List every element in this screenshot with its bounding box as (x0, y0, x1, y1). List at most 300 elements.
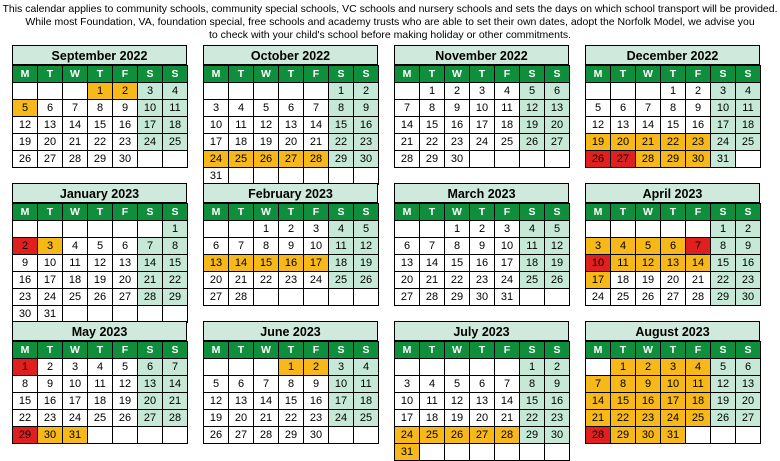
weekend-day: 3 (138, 83, 163, 100)
day-cell: 5 (204, 376, 229, 393)
day-cell: 19 (88, 272, 113, 289)
weekday-label: S (138, 342, 163, 359)
weekend-day: 30 (736, 289, 761, 306)
week-row (395, 100, 570, 117)
school-holiday-day: 3 (586, 238, 611, 255)
day-cell: 17 (204, 134, 229, 151)
day-cell: 2 (38, 359, 63, 376)
school-holiday-day: 22 (611, 410, 636, 427)
week-row (395, 151, 570, 168)
weekend-day: 12 (711, 376, 736, 393)
weekday-label: F (495, 204, 520, 221)
day-cell: 27 (661, 289, 686, 306)
month-title: January 2023 (12, 183, 187, 203)
weekend-day: 20 (736, 393, 761, 410)
month-calendar (12, 321, 187, 444)
day-cell: 27 (395, 289, 420, 306)
weekday-label: S (329, 66, 354, 83)
month-calendar (12, 183, 187, 323)
month-title: June 2023 (203, 321, 378, 341)
day-cell: 7 (420, 238, 445, 255)
weekend-day: 22 (163, 272, 188, 289)
weekday-label: S (711, 66, 736, 83)
month-calendar (394, 183, 569, 306)
day-cell: 6 (611, 100, 636, 117)
week-row (13, 83, 188, 100)
weekday-label: M (204, 66, 229, 83)
day-cell: 12 (13, 117, 38, 134)
week-row (204, 168, 379, 185)
empty-cell (204, 83, 229, 100)
weekend-day: 7 (163, 359, 188, 376)
day-cell: 8 (279, 376, 304, 393)
day-cell: 24 (304, 272, 329, 289)
day-cell: 5 (88, 238, 113, 255)
day-cell: 26 (113, 410, 138, 427)
day-cell: 25 (495, 134, 520, 151)
day-cell: 15 (279, 393, 304, 410)
weekend-day: 18 (354, 393, 379, 410)
week-row (204, 255, 379, 272)
day-cell: 7 (229, 238, 254, 255)
school-holiday-day: 18 (686, 393, 711, 410)
school-holiday-day: 15 (254, 255, 279, 272)
day-cell: 18 (229, 134, 254, 151)
day-cell: 4 (420, 376, 445, 393)
month-calendar (585, 183, 760, 306)
day-cell: 7 (63, 100, 88, 117)
weekday-header-row (204, 342, 379, 359)
weekend-day: 8 (520, 376, 545, 393)
weekend-day: 30 (354, 151, 379, 168)
weekend-day: 3 (329, 359, 354, 376)
weekend-day: 15 (329, 117, 354, 134)
weekend-day: 13 (736, 376, 761, 393)
weekend-day: 24 (138, 134, 163, 151)
day-cell: 30 (470, 289, 495, 306)
weekend-day: 14 (163, 376, 188, 393)
week-row (204, 238, 379, 255)
weekday-label: M (204, 204, 229, 221)
weekday-label: W (445, 342, 470, 359)
empty-cell (254, 289, 279, 306)
day-cell: 5 (586, 100, 611, 117)
empty-cell (395, 221, 420, 238)
weekend-day: 19 (354, 255, 379, 272)
empty-cell (138, 306, 163, 323)
month-calendar (585, 321, 760, 444)
week-row (204, 427, 379, 444)
day-cell: 2 (686, 83, 711, 100)
day-cell: 26 (636, 289, 661, 306)
day-cell: 21 (254, 410, 279, 427)
school-holiday-day: 25 (420, 427, 445, 444)
day-cell: 16 (13, 272, 38, 289)
weekend-day: 8 (329, 100, 354, 117)
bank-holiday-day: 7 (686, 238, 711, 255)
day-cell: 1 (420, 83, 445, 100)
day-cell: 22 (88, 134, 113, 151)
weekend-day: 18 (736, 117, 761, 134)
empty-cell (611, 221, 636, 238)
empty-cell (420, 444, 445, 461)
weekday-label: T (611, 204, 636, 221)
day-cell: 25 (63, 289, 88, 306)
day-cell: 9 (13, 255, 38, 272)
day-cell: 17 (63, 393, 88, 410)
weekday-label: S (163, 342, 188, 359)
weekday-label: F (686, 342, 711, 359)
weekday-label: T (420, 342, 445, 359)
day-cell: 21 (395, 134, 420, 151)
month-title: August 2023 (585, 321, 760, 341)
month-calendar (203, 45, 378, 185)
weekday-label: T (279, 66, 304, 83)
school-holiday-day: 5 (636, 238, 661, 255)
weekend-day: 2 (545, 359, 570, 376)
day-cell: 10 (304, 238, 329, 255)
day-cell: 11 (229, 117, 254, 134)
weekend-day: 9 (545, 376, 570, 393)
weekday-label: F (113, 66, 138, 83)
weekend-day: 17 (711, 117, 736, 134)
week-row (13, 393, 188, 410)
weekday-label: F (304, 204, 329, 221)
school-holiday-day: 2 (636, 359, 661, 376)
weekend-day: 4 (163, 83, 188, 100)
school-holiday-day: 31 (661, 427, 686, 444)
weekday-label: S (520, 66, 545, 83)
weekend-day: 20 (545, 117, 570, 134)
weekday-label: M (395, 204, 420, 221)
weekday-label: S (354, 66, 379, 83)
day-cell: 3 (495, 221, 520, 238)
day-cell: 18 (88, 393, 113, 410)
week-row (395, 221, 570, 238)
day-cell: 9 (686, 100, 711, 117)
empty-cell (354, 289, 379, 306)
weekend-day: 11 (736, 100, 761, 117)
day-cell: 29 (445, 289, 470, 306)
week-row (204, 393, 379, 410)
week-row (204, 376, 379, 393)
day-cell: 13 (38, 117, 63, 134)
empty-cell (113, 221, 138, 238)
bank-holiday-day: 10 (586, 255, 611, 272)
weekday-label: W (63, 66, 88, 83)
weekend-day: 26 (711, 410, 736, 427)
day-cell: 31 (495, 289, 520, 306)
empty-cell (520, 151, 545, 168)
week-row (204, 272, 379, 289)
empty-cell (686, 427, 711, 444)
weekday-header-row (204, 66, 379, 83)
weekend-day: 22 (520, 410, 545, 427)
weekday-label: M (204, 342, 229, 359)
month-title: July 2023 (394, 321, 569, 341)
day-cell: 22 (13, 410, 38, 427)
day-cell: 29 (279, 427, 304, 444)
day-cell: 9 (304, 376, 329, 393)
day-cell: 7 (636, 100, 661, 117)
week-row (395, 238, 570, 255)
empty-cell (636, 221, 661, 238)
school-holiday-day: 24 (204, 151, 229, 168)
intro-line-2: While most Foundation, VA, foundation special, free schools and academy trusts who are able to set their own dates, adopt the Norfolk Model, we advise you (25, 16, 755, 28)
empty-cell (329, 427, 354, 444)
school-holiday-day: 6 (661, 238, 686, 255)
weekday-label: M (13, 342, 38, 359)
weekend-day: 5 (545, 221, 570, 238)
weekday-header-row (13, 204, 188, 221)
school-holiday-day: 11 (611, 255, 636, 272)
weekend-day: 22 (329, 134, 354, 151)
month-title: November 2022 (394, 45, 569, 65)
empty-cell (395, 83, 420, 100)
weekend-day: 25 (329, 272, 354, 289)
weekend-day: 4 (736, 83, 761, 100)
day-cell: 8 (88, 100, 113, 117)
weekday-header-row (586, 66, 761, 83)
empty-cell (495, 444, 520, 461)
empty-cell (63, 83, 88, 100)
weekend-day: 18 (520, 255, 545, 272)
day-cell: 23 (38, 410, 63, 427)
weekday-header-row (395, 204, 570, 221)
weekday-label: S (545, 342, 570, 359)
empty-cell (611, 83, 636, 100)
week-row (395, 134, 570, 151)
day-cell: 16 (470, 255, 495, 272)
week-row (395, 376, 570, 393)
intro-line-3: to check with your child's school before making holiday or other commitments. (208, 29, 572, 41)
weekday-label: W (63, 204, 88, 221)
day-cell: 16 (38, 393, 63, 410)
weekend-day: 26 (354, 272, 379, 289)
school-holiday-day: 28 (304, 151, 329, 168)
day-cell: 8 (445, 238, 470, 255)
school-holiday-day: 19 (586, 134, 611, 151)
weekend-day: 1 (520, 359, 545, 376)
day-cell: 19 (254, 134, 279, 151)
week-row (586, 221, 761, 238)
weekend-day: 16 (354, 117, 379, 134)
day-cell: 19 (445, 410, 470, 427)
school-holiday-day: 5 (13, 100, 38, 117)
day-cell: 24 (586, 289, 611, 306)
weekend-day: 2 (354, 83, 379, 100)
weekday-label: M (13, 204, 38, 221)
day-cell: 13 (229, 393, 254, 410)
empty-cell (545, 289, 570, 306)
weekend-day: 8 (711, 238, 736, 255)
week-row (586, 100, 761, 117)
month-grid (12, 65, 188, 168)
day-cell: 18 (611, 272, 636, 289)
day-cell: 4 (229, 100, 254, 117)
week-row (204, 134, 379, 151)
day-cell: 11 (420, 393, 445, 410)
weekend-day: 11 (354, 376, 379, 393)
weekend-day: 26 (545, 272, 570, 289)
school-holiday-day: 31 (395, 444, 420, 461)
week-row (586, 134, 761, 151)
empty-cell (88, 221, 113, 238)
empty-cell (736, 151, 761, 168)
school-holiday-day: 15 (611, 393, 636, 410)
empty-cell (586, 221, 611, 238)
day-cell: 16 (445, 117, 470, 134)
empty-cell (38, 221, 63, 238)
day-cell: 29 (420, 151, 445, 168)
day-cell: 26 (204, 427, 229, 444)
day-cell: 14 (395, 117, 420, 134)
week-row (586, 272, 761, 289)
day-cell: 21 (304, 134, 329, 151)
day-cell: 11 (495, 100, 520, 117)
weekday-label: S (163, 66, 188, 83)
day-cell: 10 (204, 117, 229, 134)
day-cell: 21 (63, 134, 88, 151)
school-holiday-day: 11 (686, 376, 711, 393)
empty-cell (586, 83, 611, 100)
week-row (395, 117, 570, 134)
week-row (586, 289, 761, 306)
weekend-day: 23 (354, 134, 379, 151)
weekend-day: 9 (736, 238, 761, 255)
day-cell: 13 (470, 393, 495, 410)
school-holiday-day: 21 (586, 410, 611, 427)
day-cell: 22 (445, 272, 470, 289)
school-holiday-day: 21 (636, 134, 661, 151)
weekend-day: 10 (138, 100, 163, 117)
month-title: April 2023 (585, 183, 760, 203)
weekend-day: 6 (736, 359, 761, 376)
weekend-day: 25 (163, 134, 188, 151)
week-row (586, 376, 761, 393)
day-cell: 14 (304, 117, 329, 134)
day-cell: 1 (661, 83, 686, 100)
week-row (13, 100, 188, 117)
day-cell: 10 (470, 100, 495, 117)
month-grid (203, 65, 379, 185)
empty-cell (661, 221, 686, 238)
day-cell: 19 (636, 272, 661, 289)
day-cell: 27 (204, 289, 229, 306)
school-holiday-day: 14 (686, 255, 711, 272)
day-cell: 30 (113, 151, 138, 168)
day-cell: 16 (686, 117, 711, 134)
weekday-header-row (13, 66, 188, 83)
empty-cell (63, 221, 88, 238)
weekday-header-row (395, 342, 570, 359)
empty-cell (686, 221, 711, 238)
weekend-day: 7 (138, 238, 163, 255)
weekday-label: S (329, 204, 354, 221)
empty-cell (254, 168, 279, 185)
weekend-day: 11 (329, 238, 354, 255)
weekday-label: S (736, 204, 761, 221)
weekend-day: 18 (329, 255, 354, 272)
school-holiday-day: 30 (38, 427, 63, 444)
week-row (13, 272, 188, 289)
weekday-label: M (586, 342, 611, 359)
day-cell: 15 (88, 117, 113, 134)
day-cell: 12 (445, 393, 470, 410)
day-cell: 30 (304, 427, 329, 444)
weekday-label: S (520, 204, 545, 221)
school-holiday-day: 1 (279, 359, 304, 376)
month-grid (585, 203, 761, 306)
week-row (395, 444, 570, 461)
month-grid (394, 203, 570, 306)
weekday-label: T (470, 66, 495, 83)
weekday-label: F (686, 66, 711, 83)
weekend-day: 29 (520, 427, 545, 444)
week-row (13, 221, 188, 238)
empty-cell (445, 444, 470, 461)
school-holiday-day: 27 (470, 427, 495, 444)
weekend-day: 8 (163, 238, 188, 255)
weekday-label: F (495, 66, 520, 83)
school-holiday-day: 22 (661, 134, 686, 151)
empty-cell (63, 306, 88, 323)
school-holiday-day: 17 (586, 272, 611, 289)
month-calendar (12, 45, 187, 168)
day-cell: 29 (88, 151, 113, 168)
day-cell: 7 (395, 100, 420, 117)
day-cell: 3 (395, 376, 420, 393)
day-cell: 3 (204, 100, 229, 117)
weekday-label: S (354, 204, 379, 221)
day-cell: 14 (420, 255, 445, 272)
empty-cell (495, 359, 520, 376)
weekday-label: T (420, 204, 445, 221)
day-cell: 20 (113, 272, 138, 289)
month-title: February 2023 (203, 183, 378, 203)
day-cell: 20 (661, 272, 686, 289)
day-cell: 12 (586, 117, 611, 134)
weekend-day: 9 (354, 100, 379, 117)
empty-cell (163, 306, 188, 323)
week-row (395, 410, 570, 427)
week-row (586, 255, 761, 272)
weekend-day: 21 (138, 272, 163, 289)
weekend-day: 24 (329, 410, 354, 427)
day-cell: 23 (470, 272, 495, 289)
month-title: December 2022 (585, 45, 760, 65)
weekday-label: T (38, 66, 63, 83)
weekday-label: T (88, 204, 113, 221)
empty-cell (304, 83, 329, 100)
day-cell: 23 (304, 410, 329, 427)
day-cell: 20 (204, 272, 229, 289)
week-row (586, 238, 761, 255)
school-holiday-day: 2 (113, 83, 138, 100)
school-holiday-day: 30 (636, 427, 661, 444)
empty-cell (354, 168, 379, 185)
school-holiday-day: 4 (686, 359, 711, 376)
weekend-day: 13 (138, 376, 163, 393)
day-cell: 14 (495, 393, 520, 410)
school-holiday-day: 31 (63, 427, 88, 444)
day-cell: 2 (279, 221, 304, 238)
week-row (204, 359, 379, 376)
day-cell: 6 (204, 238, 229, 255)
week-row (204, 83, 379, 100)
empty-cell (420, 359, 445, 376)
weekend-day: 11 (520, 238, 545, 255)
